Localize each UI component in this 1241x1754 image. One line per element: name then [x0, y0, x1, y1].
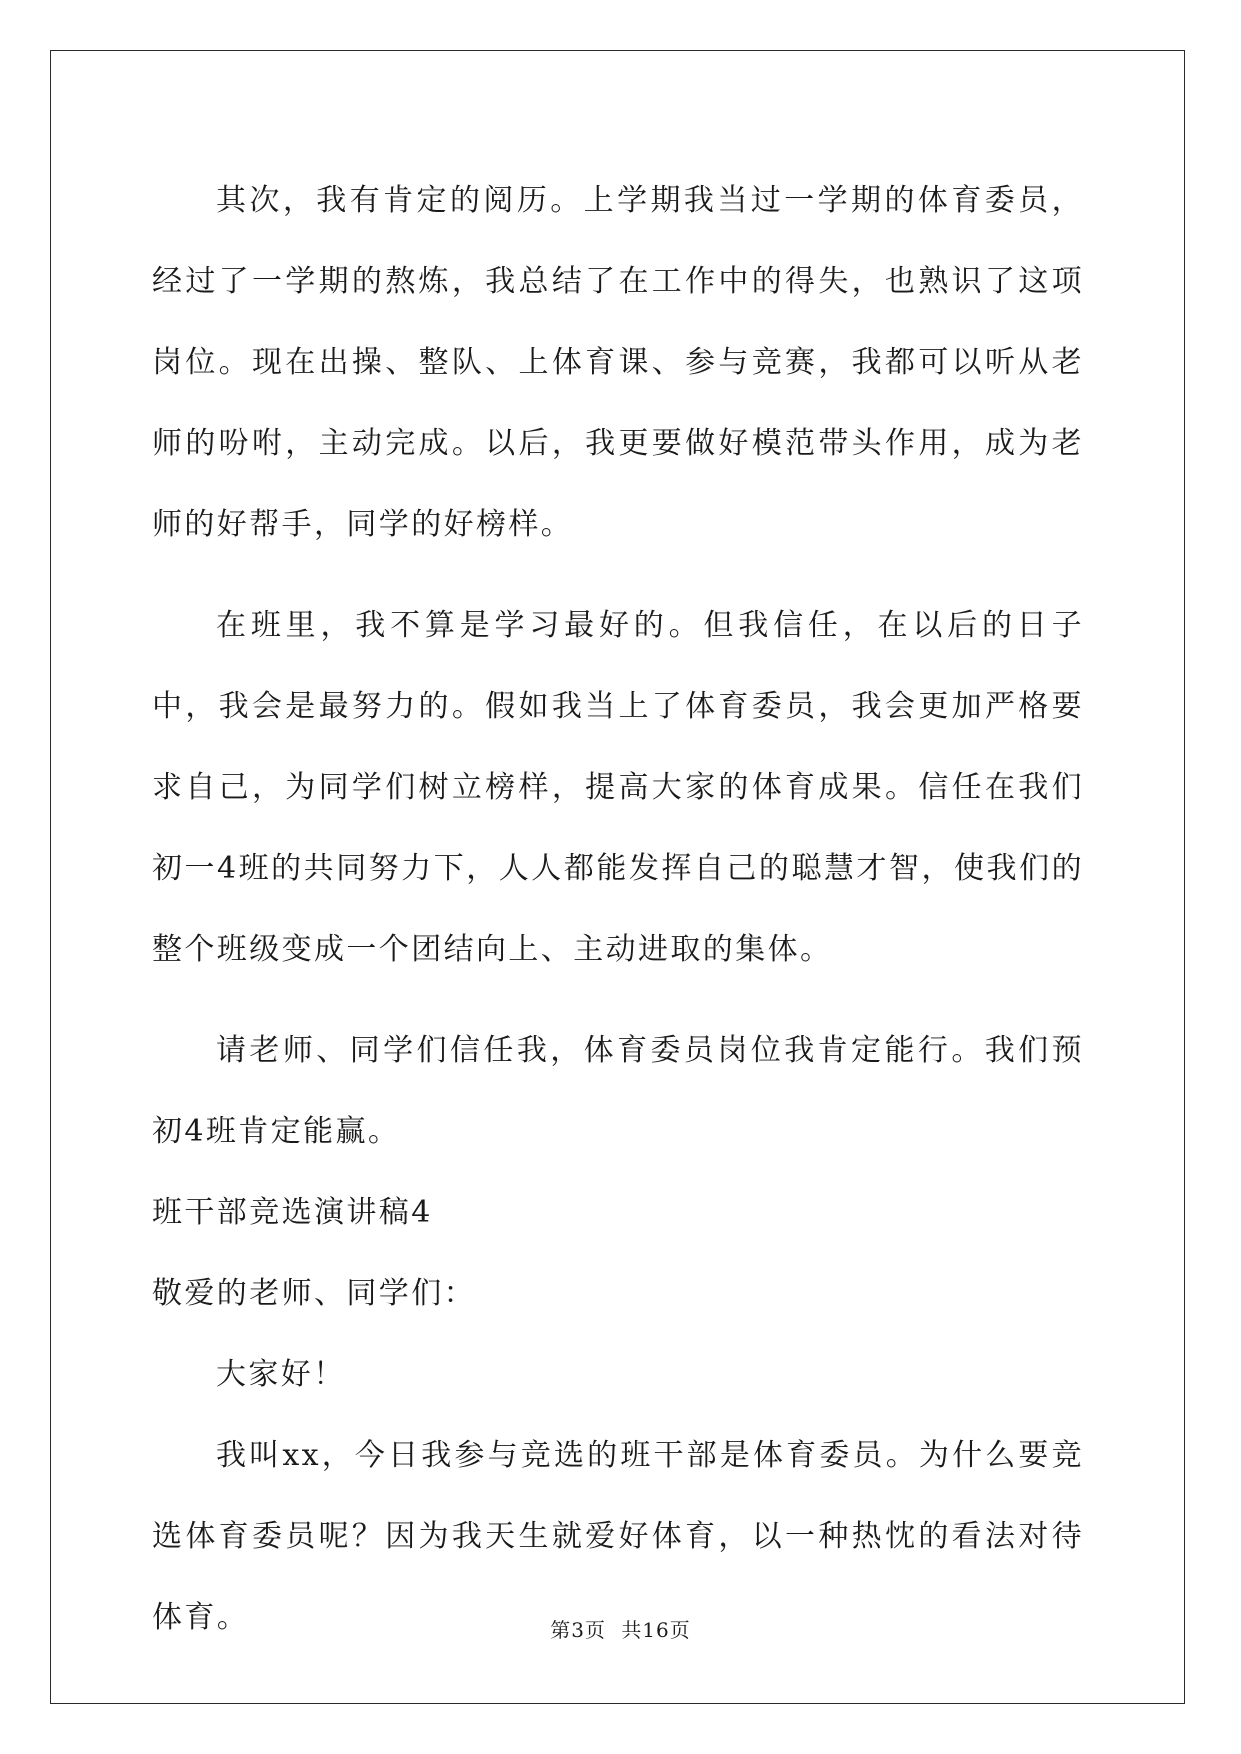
page-footer — [0, 1614, 1241, 1643]
page-total: 共16页 — [621, 1618, 691, 1642]
document-body — [152, 160, 1084, 1678]
paragraph-experience: 其次，我有肯定的阅历。上学期我当过一学期的体育委员，经过了一学期的熬炼，我总结了在工作中的得失，也熟识了这项岗位。现在出操、整队、上体育课、参与竞赛，我都可以听从老师的吩咐，主动完成。以后，我更要做好模范带头作用，成为老师的好帮手，同学的好榜样。 — [152, 183, 1084, 542]
paragraph-commitment: 在班里，我不算是学习最好的。但我信任，在以后的日子中，我会是最努力的。假如我当上了体育委员，我会更加严格要求自己，为同学们树立榜样，提高大家的体育成果。信任在我们初一4班的共同努力下，人人都能发挥自己的聪慧才智，使我们的整个班级变成一个团结向上、主动进取的集体。 — [152, 608, 1084, 967]
greeting: 大家好！ — [216, 1357, 346, 1392]
salutation: 敬爱的老师、同学们： — [152, 1276, 476, 1311]
page-number: 第3页 — [550, 1618, 606, 1642]
paragraph-closing: 请老师、同学们信任我，体育委员岗位我肯定能行。我们预初4班肯定能赢。 — [152, 1033, 1084, 1149]
section-heading: 班干部竞选演讲稿4 — [152, 1195, 433, 1230]
paragraph-introduction: 我叫xx，今日我参与竞选的班干部是体育委员。为什么要竞选体育委员呢？因为我天生就爱好体育，以一种热忱的看法对待体育。 — [152, 1438, 1084, 1635]
